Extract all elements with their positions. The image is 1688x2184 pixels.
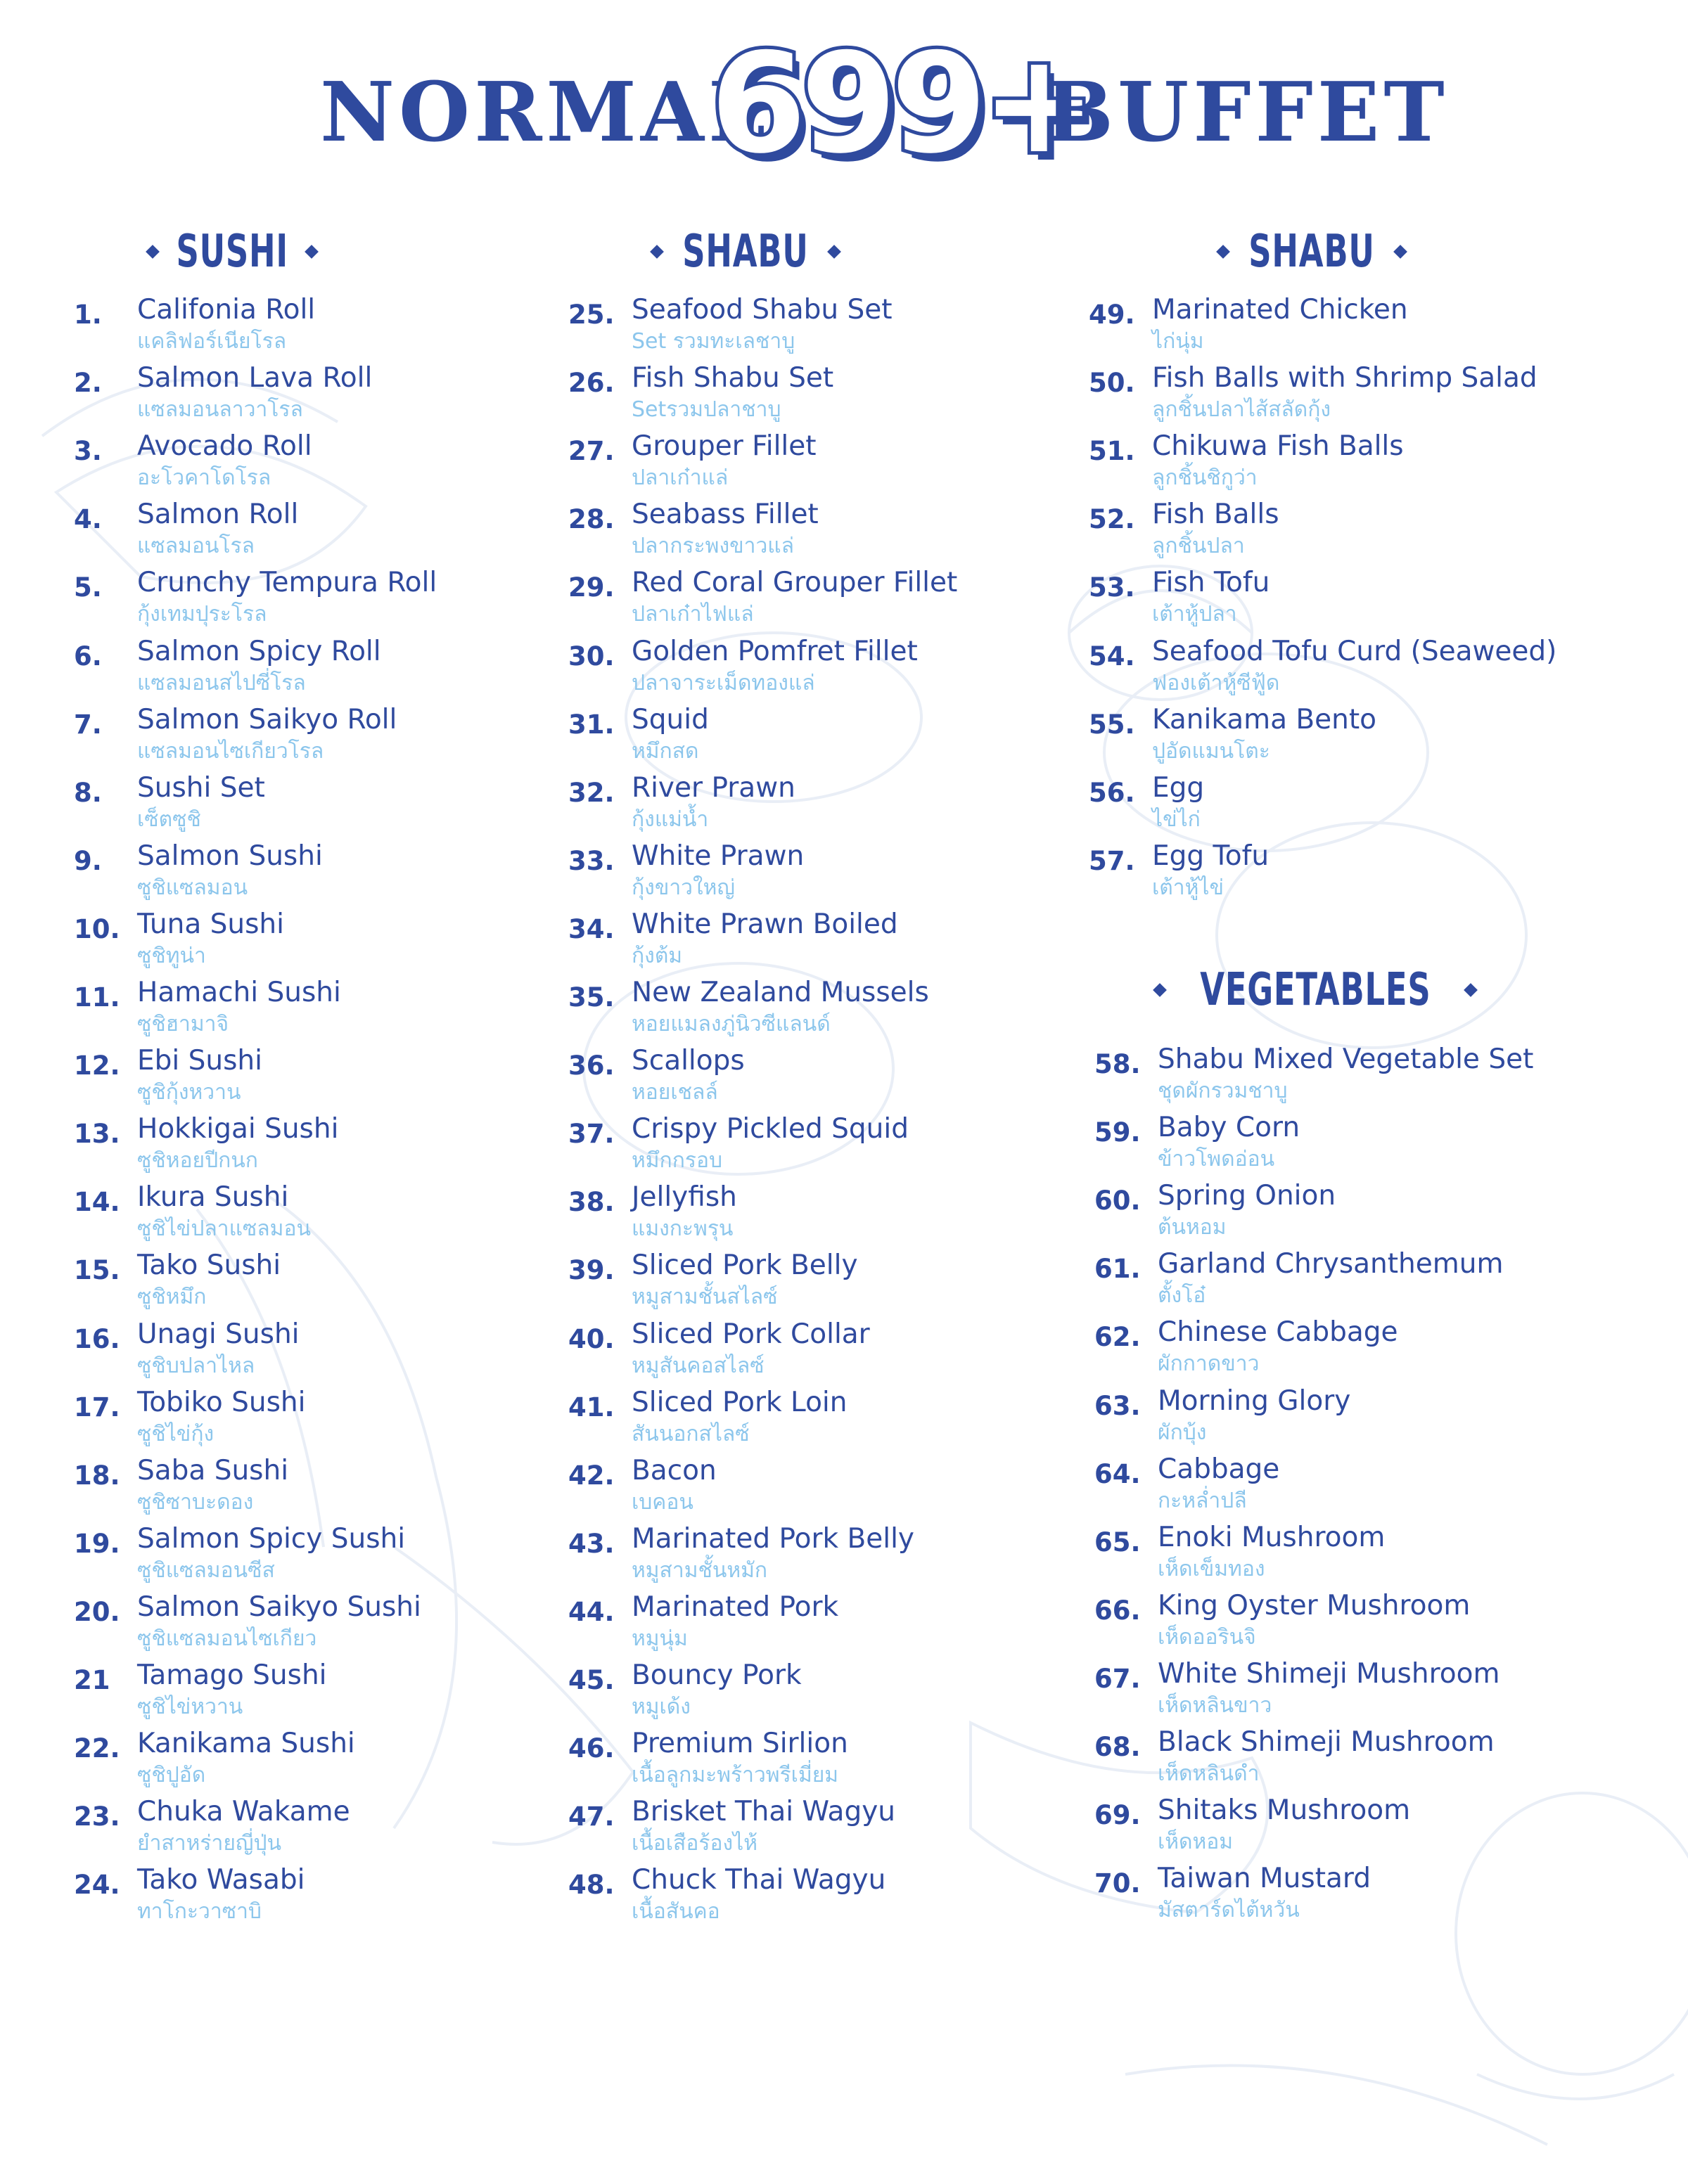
item-name-th: ยำสาหร่ายญี่ปุ่น [137, 1831, 282, 1856]
item-name-th: เต้าหู้ปลา [1152, 602, 1237, 627]
item-name-th: ซูชิแซลมอนซีส [137, 1557, 275, 1583]
item-name-en: Premium Sirlion [632, 1728, 848, 1760]
menu-item [568, 908, 1061, 976]
item-number: 4. [74, 504, 102, 535]
item-number: 38. [568, 1187, 615, 1218]
item-name-en: Marinated Pork Belly [632, 1522, 914, 1555]
menu-item [568, 1796, 1061, 1863]
item-number: 61. [1094, 1254, 1141, 1285]
item-name-th: ชุดผักรวมชาบู [1158, 1079, 1288, 1103]
item-name-en: Ebi Sushi [137, 1045, 262, 1077]
menu-item [1094, 1726, 1587, 1794]
item-name-en: New Zealand Mussels [632, 977, 929, 1008]
item-name-th: เห็ดออรินจิ [1158, 1624, 1256, 1650]
item-name-en: White Shimeji Mushroom [1158, 1657, 1500, 1690]
menu-item [74, 567, 566, 634]
menu-item [568, 1113, 1061, 1181]
item-name-th: ซูชิบปลาไหล [137, 1353, 255, 1378]
item-number: 7. [74, 709, 102, 740]
section-heading-vegetables: VEGETABLES [1097, 962, 1533, 1018]
item-name-en: Salmon Lava Roll [137, 362, 373, 394]
item-name-en: Garland Chrysanthemum [1158, 1248, 1504, 1280]
item-name-th: เบคอน [632, 1489, 693, 1515]
item-name-en: Sliced Pork Belly [632, 1250, 858, 1282]
menu-item [74, 1591, 566, 1659]
item-name-th: ข้าวโพดอ่อน [1158, 1147, 1275, 1172]
item-name-en: Egg [1152, 771, 1205, 804]
menu-item [1094, 1385, 1587, 1453]
item-name-th: แมงกะพรุน [632, 1216, 734, 1242]
menu-item [568, 430, 1061, 498]
item-number: 5. [74, 572, 102, 603]
item-number: 23. [74, 1801, 120, 1832]
item-name-th: ลูกชิ้นชิกูว่า [1152, 465, 1258, 491]
item-name-en: Squid [632, 703, 709, 736]
item-name-en: Salmon Roll [137, 499, 299, 531]
menu-item [1094, 1180, 1587, 1247]
section-heading-shabu-2: SHABU [1157, 224, 1466, 280]
item-name-en: Hokkigai Sushi [137, 1113, 339, 1145]
menu-item [568, 1318, 1061, 1386]
item-number: 42. [568, 1460, 615, 1491]
menu-item [74, 1045, 566, 1112]
menu-item [1089, 772, 1581, 840]
menu-item [74, 636, 566, 703]
item-name-en: Spring Onion [1158, 1180, 1336, 1212]
menu-item [74, 294, 566, 361]
item-name-en: Fish Balls [1152, 499, 1279, 531]
item-name-th: แซลมอนสไปซี่โรล [137, 670, 306, 695]
item-number: 56. [1089, 777, 1135, 808]
item-name-th: กุ้งต้ม [632, 943, 683, 968]
item-number: 29. [568, 572, 615, 603]
menu-item [1094, 1248, 1587, 1316]
item-number: 54. [1089, 641, 1135, 672]
item-name-en: Unagi Sushi [137, 1318, 300, 1350]
item-number: 10. [74, 913, 120, 944]
item-name-th: อะโวคาโดโรล [137, 465, 271, 491]
menu-item [568, 1045, 1061, 1112]
item-name-en: Scallops [632, 1045, 745, 1077]
menu-item [568, 1864, 1061, 1932]
item-name-th: เห็ดหลินขาว [1158, 1692, 1272, 1718]
item-number: 53. [1089, 572, 1135, 603]
item-name-en: Red Coral Grouper Fillet [632, 567, 958, 599]
item-number: 30. [568, 641, 615, 672]
menu-item [74, 1864, 566, 1932]
diamond-icon [1393, 245, 1407, 259]
menu-item [1094, 1112, 1587, 1179]
menu-item [1094, 1522, 1587, 1589]
item-name-en: Shabu Mixed Vegetable Set [1158, 1043, 1534, 1075]
item-number: 25. [568, 300, 615, 330]
menu-item [74, 1250, 566, 1317]
menu-item [74, 1181, 566, 1249]
item-name-en: Marinated Pork [632, 1591, 839, 1623]
menu-item [74, 1455, 566, 1522]
menu-item [74, 977, 566, 1044]
item-name-th: Setรวมปลาชาบู [632, 397, 781, 423]
item-name-th: แซลมอนไซเกียวโรล [137, 738, 324, 764]
item-name-en: Salmon Spicy Sushi [137, 1522, 406, 1555]
menu-item [568, 1181, 1061, 1249]
menu-item [74, 499, 566, 566]
item-name-en: Sliced Pork Loin [632, 1386, 848, 1418]
item-name-th: หมูเด้ง [632, 1695, 691, 1719]
diamond-icon [146, 245, 160, 259]
item-number: 26. [568, 368, 615, 399]
item-name-en: Baby Corn [1158, 1112, 1300, 1144]
item-number: 68. [1094, 1732, 1141, 1762]
item-name-en: Egg Tofu [1152, 840, 1270, 872]
item-name-th: ปลาจาระเม็ดทองแล่ [632, 670, 815, 695]
item-name-en: Fish Shabu Set [632, 362, 834, 394]
item-number: 9. [74, 845, 102, 876]
item-name-en: Avocado Roll [137, 430, 312, 463]
item-number: 33. [568, 845, 615, 876]
item-number: 21 [74, 1665, 110, 1695]
diamond-icon [1153, 983, 1167, 997]
menu-item [568, 1523, 1061, 1591]
menu-title [0, 21, 1688, 190]
item-name-th: หมึกกรอบ [632, 1148, 723, 1174]
item-name-th: หมูนุ่ม [632, 1626, 688, 1651]
item-number: 58. [1094, 1049, 1141, 1079]
item-name-en: Cabbage [1158, 1453, 1280, 1485]
menu-item [568, 636, 1061, 703]
menu-item [1094, 1863, 1587, 1930]
menu-item [1094, 1794, 1587, 1862]
item-number: 14. [74, 1187, 120, 1218]
item-name-en: Bouncy Pork [632, 1659, 802, 1691]
item-name-th: เห็ดหลินดำ [1158, 1761, 1260, 1786]
diamond-icon [650, 245, 664, 259]
item-name-th: กะหล่ำปลี [1158, 1488, 1247, 1513]
item-name-th: แซลมอนโรล [137, 534, 255, 559]
item-name-th: ลูกชิ้นปลาไส้สลัดกุ้ง [1152, 397, 1331, 423]
item-name-th: หมูสามชั้นสไลซ์ [632, 1285, 778, 1310]
menu-item [568, 977, 1061, 1044]
item-number: 32. [568, 777, 615, 808]
item-name-th: ซูชิไข่หวาน [137, 1695, 243, 1719]
item-number: 40. [568, 1323, 615, 1354]
item-number: 18. [74, 1460, 120, 1491]
menu-item [74, 772, 566, 840]
item-number: 60. [1094, 1186, 1141, 1216]
item-name-en: Chinese Cabbage [1158, 1316, 1398, 1349]
menu-item [74, 908, 566, 976]
item-number: 51. [1089, 436, 1135, 467]
item-name-en: Tako Sushi [137, 1250, 281, 1282]
item-name-th: ปลาเก๋าไฟแล่ [632, 602, 754, 627]
item-name-th: ไข่ไก่ [1152, 807, 1201, 832]
menu-item [74, 704, 566, 771]
item-name-en: Chuka Wakame [137, 1796, 350, 1828]
item-name-en: Marinated Chicken [1152, 294, 1408, 326]
item-name-en: Black Shimeji Mushroom [1158, 1726, 1495, 1758]
item-name-th: ต้นหอม [1158, 1215, 1227, 1240]
item-name-en: Brisket Thai Wagyu [632, 1796, 896, 1828]
item-name-th: ซูชิไข่กุ้ง [137, 1421, 215, 1446]
title-buffet: BUFFET [1044, 65, 1449, 160]
item-name-th: ตั้งโอ๋ [1158, 1283, 1206, 1309]
diamond-icon [1216, 245, 1230, 259]
item-number: 70. [1094, 1868, 1141, 1899]
item-name-en: Sliced Pork Collar [632, 1318, 870, 1350]
menu-item [1094, 1658, 1587, 1726]
menu-item [1089, 567, 1581, 634]
item-name-en: Chikuwa Fish Balls [1152, 430, 1404, 463]
item-number: 36. [568, 1051, 615, 1081]
item-name-en: Shitaks Mushroom [1158, 1794, 1411, 1827]
item-name-en: Salmon Sushi [137, 840, 323, 872]
item-name-th: หอยเชลล์ [632, 1080, 718, 1105]
item-name-en: Grouper Fillet [632, 430, 817, 463]
item-number: 45. [568, 1665, 615, 1695]
item-name-en: Tamago Sushi [137, 1659, 327, 1691]
menu-item [1089, 294, 1581, 361]
item-number: 63. [1094, 1390, 1141, 1421]
item-name-en: Seabass Fillet [632, 499, 819, 531]
menu-item [74, 362, 566, 430]
item-name-en: Hamachi Sushi [137, 977, 341, 1008]
item-number: 34. [568, 913, 615, 944]
item-name-en: Kanikama Sushi [137, 1728, 355, 1760]
diamond-icon [305, 245, 319, 259]
item-name-th: แคลิฟอร์เนียโรล [137, 329, 287, 354]
menu-item [568, 772, 1061, 840]
item-number: 67. [1094, 1663, 1141, 1694]
item-name-en: White Prawn Boiled [632, 908, 898, 940]
item-name-th: หมูสันคอสไลซ์ [632, 1353, 765, 1378]
item-number: 43. [568, 1528, 615, 1559]
item-name-en: Chuck Thai Wagyu [632, 1864, 886, 1896]
item-name-th: ทาโกะวาซาบิ [137, 1899, 262, 1925]
menu-item [74, 1659, 566, 1727]
menu-item [1094, 1316, 1587, 1384]
menu-item [74, 1728, 566, 1795]
item-name-th: เนื้อเสือร้องไห้ [632, 1831, 758, 1856]
item-name-en: Crispy Pickled Squid [632, 1113, 909, 1145]
item-number: 50. [1089, 368, 1135, 399]
item-name-en: Tobiko Sushi [137, 1386, 306, 1418]
item-number: 39. [568, 1255, 615, 1286]
item-name-th: ซูชิฮามาจิ [137, 1012, 229, 1036]
menu-item [568, 294, 1061, 361]
item-name-th: ไก่นุ่ม [1152, 329, 1204, 354]
item-name-en: Morning Glory [1158, 1385, 1351, 1417]
diamond-icon [1464, 983, 1478, 997]
item-number: 65. [1094, 1527, 1141, 1557]
item-name-en: Bacon [632, 1454, 717, 1486]
menu-item [1089, 430, 1581, 498]
item-number: 15. [74, 1255, 120, 1286]
menu-item [1089, 362, 1581, 430]
menu-item [1094, 1453, 1587, 1521]
item-name-th: ลูกชิ้นปลา [1152, 534, 1245, 559]
item-number: 20. [74, 1596, 120, 1627]
item-name-th: กุ้งแม่น้ำ [632, 807, 709, 832]
item-name-th: ผักกาดขาว [1158, 1351, 1260, 1377]
item-name-en: Golden Pomfret Fillet [632, 635, 918, 667]
item-number: 16. [74, 1323, 120, 1354]
item-number: 59. [1094, 1117, 1141, 1148]
item-name-en: Taiwan Mustard [1158, 1863, 1371, 1895]
item-name-th: หมูสามชั้นหมัก [632, 1557, 768, 1583]
item-number: 6. [74, 641, 102, 672]
item-name-en: Seafood Tofu Curd (Seaweed) [1152, 635, 1557, 667]
item-name-en: Saba Sushi [137, 1454, 289, 1486]
item-name-th: ซูชิซาบะดอง [137, 1489, 254, 1515]
item-number: 48. [568, 1870, 615, 1901]
item-number: 64. [1094, 1458, 1141, 1489]
item-name-th: ปูอัดแมนโตะ [1152, 738, 1270, 764]
item-number: 35. [568, 982, 615, 1013]
item-name-en: Crunchy Tempura Roll [137, 567, 437, 599]
item-name-th: เต้าหู้ไข่ [1152, 875, 1224, 900]
item-name-th: เนื้อลูกมะพร้าวพรีเมี่ยม [632, 1763, 839, 1788]
diamond-icon [827, 245, 841, 259]
item-name-th: มัสตาร์ดไต้หวัน [1158, 1898, 1300, 1923]
item-name-en: Seafood Shabu Set [632, 294, 893, 326]
item-number: 28. [568, 504, 615, 535]
item-number: 44. [568, 1596, 615, 1627]
item-name-th: ปลาเก๋าแล่ [632, 465, 729, 491]
item-number: 17. [74, 1392, 120, 1422]
menu-item [1089, 840, 1581, 908]
item-number: 12. [74, 1051, 120, 1081]
item-name-th: ซูชิหมึก [137, 1285, 207, 1310]
item-name-th: ซูชิแซลมอน [137, 875, 248, 900]
item-name-th: กุ้งเทมปุระโรล [137, 602, 267, 627]
menu-item [74, 430, 566, 498]
menu-item [568, 1250, 1061, 1317]
item-number: 62. [1094, 1322, 1141, 1353]
item-name-th: เห็ดเข็มทอง [1158, 1556, 1265, 1581]
item-number: 27. [568, 436, 615, 467]
menu-item [74, 1318, 566, 1386]
item-name-en: Salmon Spicy Roll [137, 635, 381, 667]
menu-item [1094, 1590, 1587, 1657]
menu-item [568, 1728, 1061, 1795]
menu-item [74, 1523, 566, 1591]
menu-item [74, 1796, 566, 1863]
item-number: 24. [74, 1870, 120, 1901]
menu-item [568, 362, 1061, 430]
item-name-en: Fish Tofu [1152, 567, 1270, 599]
section-heading-sushi: SUSHI [77, 224, 387, 280]
item-number: 19. [74, 1528, 120, 1559]
item-number: 47. [568, 1801, 615, 1832]
item-name-th: ปลากระพงขาวแล่ [632, 534, 795, 559]
item-number: 37. [568, 1119, 615, 1150]
menu-item [1094, 1043, 1587, 1111]
item-number: 1. [74, 300, 102, 330]
item-number: 13. [74, 1119, 120, 1150]
item-name-th: เซ็ตซูชิ [137, 807, 201, 832]
item-name-en: Tuna Sushi [137, 908, 284, 940]
item-name-en: Fish Balls with Shrimp Salad [1152, 362, 1537, 394]
item-number: 41. [568, 1392, 615, 1422]
item-number: 57. [1089, 845, 1135, 876]
item-name-en: Jellyfish [632, 1181, 737, 1214]
menu-item [74, 1387, 566, 1454]
menu-item [1089, 636, 1581, 703]
menu-item [568, 1659, 1061, 1727]
item-name-th: แซลมอนลาวาโรล [137, 397, 303, 423]
menu-item [568, 499, 1061, 566]
item-number: 49. [1089, 300, 1135, 330]
menu-item [74, 1113, 566, 1181]
item-number: 46. [568, 1733, 615, 1764]
title-price: 699+ [710, 24, 1092, 184]
item-name-th: Set รวมทะเลชาบู [632, 329, 795, 354]
item-name-th: ซูชิแซลมอนไซเกียว [137, 1626, 317, 1651]
item-number: 2. [74, 368, 102, 399]
item-number: 8. [74, 777, 102, 808]
menu-item [74, 840, 566, 908]
item-name-en: Califonia Roll [137, 294, 316, 326]
item-name-en: King Oyster Mushroom [1158, 1589, 1471, 1621]
item-name-th: เห็ดหอม [1158, 1830, 1234, 1855]
item-name-en: Enoki Mushroom [1158, 1521, 1386, 1553]
item-number: 52. [1089, 504, 1135, 535]
title-normal: NORMAL [320, 65, 770, 160]
menu-item [568, 1455, 1061, 1522]
item-name-en: White Prawn [632, 840, 805, 872]
menu-item [568, 704, 1061, 771]
item-name-th: ซูชิทูน่า [137, 943, 206, 968]
menu-item [568, 567, 1061, 634]
item-number: 3. [74, 436, 102, 467]
item-name-th: กุ้งขาวใหญ่ [632, 875, 735, 900]
menu-item [568, 1591, 1061, 1659]
item-number: 11. [74, 982, 120, 1013]
item-name-th: ซูชิหอยปีกนก [137, 1148, 258, 1174]
item-number: 31. [568, 709, 615, 740]
menu-item [1089, 704, 1581, 771]
item-name-th: หอยแมลงภู่นิวซีแลนด์ [632, 1012, 831, 1036]
item-name-th: ฟองเต้าหู้ซีฟู้ด [1152, 670, 1280, 695]
item-name-th: สันนอกสไลซ์ [632, 1421, 750, 1446]
section-heading-shabu-1: SHABU [591, 224, 900, 280]
item-name-th: หมึกสด [632, 738, 699, 764]
item-name-en: Salmon Saikyo Sushi [137, 1591, 421, 1623]
item-name-en: Tako Wasabi [137, 1864, 305, 1896]
item-name-en: Salmon Saikyo Roll [137, 703, 397, 736]
item-name-th: ซูชิไข่ปลาแซลมอน [137, 1216, 311, 1242]
item-name-en: Ikura Sushi [137, 1181, 289, 1214]
menu-item [568, 1387, 1061, 1454]
item-number: 66. [1094, 1595, 1141, 1626]
item-name-th: ซูชิกุ้งหวาน [137, 1080, 241, 1105]
menu-item [568, 840, 1061, 908]
item-number: 69. [1094, 1800, 1141, 1831]
item-name-th: เนื้อสันคอ [632, 1899, 720, 1925]
item-name-en: Kanikama Bento [1152, 703, 1377, 736]
item-name-en: Sushi Set [137, 771, 265, 804]
item-name-th: ซูชิปูอัด [137, 1763, 206, 1788]
item-name-en: River Prawn [632, 771, 795, 804]
item-name-th: ผักบุ้ง [1158, 1420, 1207, 1445]
item-number: 55. [1089, 709, 1135, 740]
menu-item [1089, 499, 1581, 566]
item-number: 22. [74, 1733, 120, 1764]
